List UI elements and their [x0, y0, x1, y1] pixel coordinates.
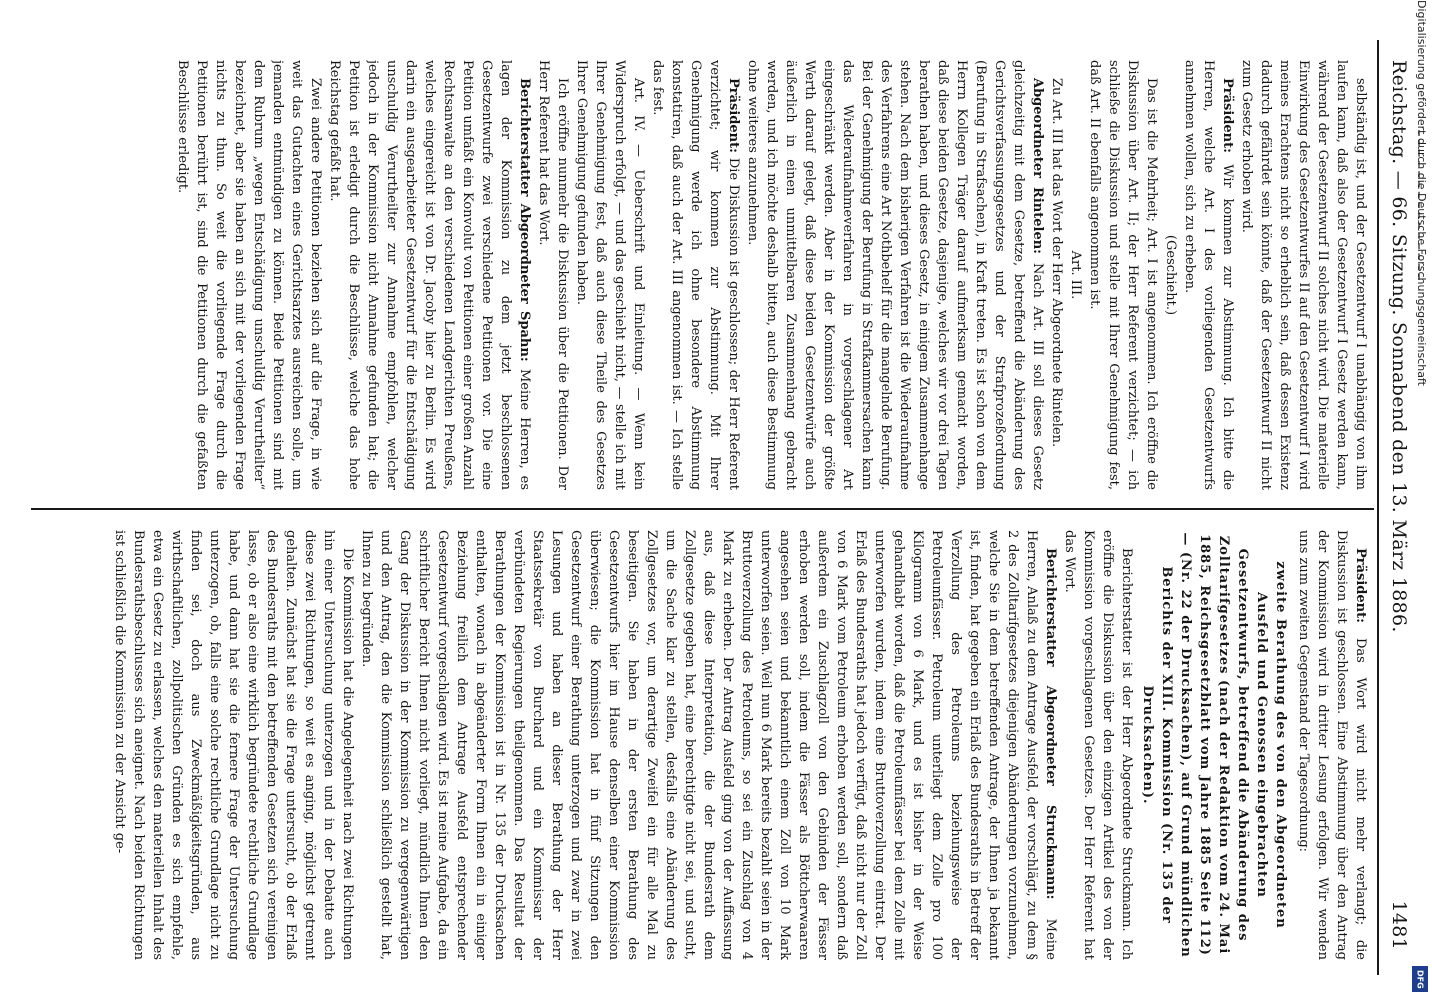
paragraph: [1237, 60, 1370, 490]
paragraph-text: Meine Herren, Anlaß zu dem Antrage Ausfeld, der vorschlägt, zu dem § 2 des Zolltarifgesetzes diejenigen Abänderungen vorzunehmen, welche Sie in dem betreffenden Antrage, der Ihnen ja bekannt ist, finden, hat gegeben ein Erlaß des Bundesraths in Betreff der Verzollung des Petroleums beziehungsweise der Petroleumfässer. Petroleum unterliegt dem Zolle pro 100 Kilogramm von 6 Mark, und es ist bisher in der Weise gehandhabt worden, daß die Petroleumfässer bei dem Zolle mit unterworfen wurden, indem eine Bruttoverzollung eintrat. Der Erlaß des Bundesraths hat jedoch verfügt, daß nicht nur der Zoll von 6 Mark vom Petroleum erhoben werden soll, sondern daß außerdem ein Zuschlagzoll von den Gebinden der Fässer erhoben werden soll, indem die Fässer als Böttcherwaaren angesehen seien und bekanntlich einem Zoll von 10 Mark unterworfen seien. Weil nun 6 Mark bereits bezahlt seien in der Bruttoverzollung des Petroleums, so sei ein Zuschlag von 4 Mark zu erheben. Der Antrag Ausfeld ging von der Auffassung aus, daß diese Interpretation, die der Bundesrath dem Zollgesetze gegeben hat, eine berechtigte nicht sei, und sucht, um die Sache klar zu stellen, desfalls eine Abänderung des Zollgesetzes vor, um derartige Zweifel ein für alle Mal zu beseitigen. Sie haben in der ersten Berathung des Gesetzentwurfs hier im Hause denselben einer Kommission überwiesen; die Kommission hat in fünf Sitzungen den Gesetzentwurf einer Berathung unterzogen und zwar in zwei Lesungen und haben an dieser Berathung der Herr Staatssekretär von Burchard und ein Kommissar der verbündeten Regierungen theilgenommen. Das Resultat der Berathungen der Kommission ist in Nr. 135 der Drucksachen enthalten, wonach in abgeänderter Form Ihnen ein in einiger Beziehung freilich dem Antrage Ausfeld entsprechender Gesetzentwurf vorgeschlagen wird. Es ist meine Aufgabe, da ein schriftlicher Bericht Ihnen nicht vorliegt, mündlich Ihnen den Gang der Diskussion in der Kommission zu vergegenwärtigen und den Antrag, den die Kommission schließlich gestellt hat, Ihnen zu begründen.: [359, 530, 1058, 960]
paragraph: [1047, 60, 1066, 490]
paragraph: [1294, 530, 1370, 960]
paragraph: [572, 60, 648, 490]
paragraph-text: Das ist die Mehrheit; Art. I ist angenommen. Ich eröffne die Diskussion über Art. II; der Herr Referent verzichtet; — ich schließe die Diskussion und stelle mit Ihrer Genehmigung fest, daß Art. II ebenfalls angenommen ist.: [1087, 60, 1159, 490]
speaker-label: Berichterstatter Abgeordneter Struckmann:: [1043, 548, 1058, 919]
paragraph-text: (Geschieht.): [1163, 234, 1178, 316]
credit-text: Digitalisierung gefördert durch die Deutsche Forschungsgemeinschaft: [1415, 0, 1428, 386]
paragraph: [534, 60, 572, 490]
paragraph-text: Nach Art. III soll dieses Gesetz gleichzeitig mit dem Gesetze, betreffend die Abänderung des Gerichtsverfassungsgesetzes und der Strafprozeßordnung (Berufung in Strafsachen), in Kraft treten. Es ist schon von dem Herrn Kollegen Träger darauf aufmerksam gemacht worden, daß diese beiden Gesetze, dasjenige, welches wir vor drei Tagen berathen haben, und dieses Gesetz, in einigem Zusammenhange stehen. Nach dem bisherigen Verfahren ist die Wiederaufnahme des Verfahrens eine Art Nothbehelf für die mangelnde Berufung. Bei der Genehmigung der Berufung in Strafkammersachen kann das Wiederaufnahmeverfahren in vorgeschlagener Art eingeschränkt werden. Aber in der Kommission der größte Werth darauf gelegt, daß diese beiden Gesetzentwürfe auch äußerlich in einen unmittelbaren Zusammenhang gebracht werden, und ich möchte deshalb bitten, auch diese Bestimmung ohne weiteres anzunehmen.: [745, 60, 1045, 490]
paragraph-text: Die Diskussion ist geschlossen; der Herr Referent verzichtet; wir kommen zur Abstimmung. Mit Ihrer Genehmigung werde ich ohne besondere Abstimmung konstatiren, daß auch der Art. III angenommen ist. — Ich stelle das fest.: [650, 60, 741, 490]
paragraph-text: Art. IV. — Ueberschrift und Einleitung. — Wenn kein Widerspruch erfolgt, — und das geschieht nicht, — stelle ich mit Ihrer Genehmigung fest, daß auch diese Theile des Gesetzes Ihrer Genehmigung gefunden haben.: [574, 60, 646, 490]
paragraph-text: Das Wort wird nicht mehr verlangt; die Diskussion ist geschlossen. Eine Abstimmung über den Antrag der Kommission wird in dritter Lesung erfolgen. Wir wenden uns zum zweiten Gegenstand der Tagesordnung:: [1296, 530, 1368, 960]
paragraph-text: Die Kommission hat die Angelegenheit nach zwei Richtungen hin einer Untersuchung unterzogen und in der Debatte auch diese zwei Richtungen, so weit es anging, möglichst getrennt gehalten. Zunächst hat sie die Frage untersucht, ob der Erlaß des Bundesraths mit den betreffenden Gesetzen sich vereinigen lasse, ob er also eine wirklich begründete rechtliche Grundlage habe, und dann hat sie die fernere Frage der Untersuchung unterzogen, ob, falls eine solche rechtliche Grundlage nicht zu finden sei, doch aus Zweckmäßigkeitsgründen, aus wirthschaftlichen, zollpolitischen Gründen es sich empfehle, etwa ein Gesetz zu erlassen, welches den materiellen Inhalt des Bundesrathsbeschlusses sich aneignet. Nach beiden Richtungen ist schließlich die Kommission zu der Ansicht ge-: [112, 530, 355, 960]
digitization-credit: [1408, 0, 1432, 1000]
speaker-label: Präsident:: [1220, 78, 1235, 165]
paragraph-text: Ich eröffne nunmehr die Diskussion über die Petitionen. Der Herr Referent hat das Wort.: [536, 60, 570, 490]
paragraph-text: Art. III.: [1068, 250, 1083, 300]
paragraph: [1180, 60, 1237, 490]
header-rule: [1377, 40, 1379, 975]
paragraph: [357, 530, 1060, 960]
left-column: [32, 60, 1370, 490]
speaker-label: Berichterstatter Abgeordneter Spahn:: [517, 78, 532, 369]
paragraph-text: selbständig ist, und der Gesetzentwurf I unabhängig von ihm laufen kann, daß also der Gesetzentwurf I Gesetz werden kann, während der Gesetzentwurf II solches nicht wird. Die materielle Einwirkung des Gesetzentwurfes II auf den Gesetzentwurf I wird meines Erachtens nicht so erheblich sein, daß dessen Existenz dadurch gefährdet sein könnte, daß der Gesetzentwurf II nicht zum Gesetz erhoben wird.: [1239, 60, 1368, 490]
paragraph-text: Zu Art. III hat das Wort der Herr Abgeordnete Rintelen.: [1049, 78, 1064, 448]
paragraph: [325, 60, 534, 490]
paragraph: [648, 60, 743, 490]
paragraph: [173, 60, 325, 490]
speaker-label: Abgeordneter Rintelen:: [1030, 78, 1045, 264]
paragraph: [1161, 60, 1180, 490]
paragraph-text: Berichterstatter ist der Herr Abgeordnete Struckmann. Ich eröffne die Diskussion über den einzigen Artikel des von der Kommission vorgeschlagenen Gesetzes. Der Herr Referent hat das Wort.: [1062, 530, 1134, 960]
right-column: [32, 530, 1370, 960]
paragraph-text: Meine Herren, es lagen der Kommission zu dem jetzt beschlossenen Gesetzentwurfe zwei verschiedene Petitionen vor. Die eine Petition umfaßt ein Konvolut von Petitionen einer großen Anzahl Rechtsanwalte an den verschiedenen Landgerichten Preußens, welches eingereicht ist von Dr. Jacoby hier zu Berlin. Es wird darin ein ausgearbeiteter Gesetzentwurf für die Entschädigung unschuldig Verurtheilter zur Annahme empfohlen, welcher jedoch in der Kommission nicht Annahme gefunden hat; die Petition ist erledigt durch die Beschlüsse, welche das hohe Reichstag gefaßt hat.: [327, 60, 532, 490]
speaker-label: Präsident:: [726, 78, 741, 158]
paragraph: [1066, 60, 1085, 490]
paragraph-text: Zwei andere Petitionen beziehen sich auf die Frage, in wie weit das Gutachten eines Gerichtsarztes ausreichen solle, um jemanden entmündigen zu können. Beide Petitionen sind mit dem Rubrum „wegen Entschädigung unschuldig Verurtheilter“ bezeichnet, aber sie haben an sich mit der vorliegenden Frage nichts zu thun. So weit die vorliegende Frage durch die Petitionen berührt ist, sind die Petitionen durch die gefaßten Beschlüsse erledigt.: [175, 60, 323, 490]
dfg-logo: DFG: [1412, 966, 1428, 992]
header-title: Reichstag. — 66. Sitzung. Sonnabend den 13. März 1886.: [1388, 60, 1410, 633]
paragraph: [110, 530, 357, 960]
paragraph: [1060, 530, 1136, 960]
agenda-heading: zweite Berathung des von den Abgeordneten Ausfeld und Genossen eingebrachten Gesetzentwurfs, betreffend die Abänderung des Zolltarifgesetzes (nach der Redaktion vom 24. Mai 1885, Reichsgesetzblatt vom Jahre 1885 Seite 112) — (Nr. 22 der Drucksachen), auf Grund mündlichen Berichts der XIII. Kommission (Nr. 135 der Drucksachen).: [1140, 532, 1288, 958]
column-divider: [31, 508, 1374, 510]
speaker-label: Präsident:: [1353, 548, 1368, 638]
paragraph: [1085, 60, 1161, 490]
page-number: 1481: [1388, 900, 1410, 950]
paragraph-text: Wir kommen zur Abstimmung. Ich bitte die Herren, welche Art. I des vorliegenden Gesetzentwurfs annehmen wollen, sich zu erheben.: [1182, 60, 1235, 490]
paragraph: [743, 60, 1047, 490]
